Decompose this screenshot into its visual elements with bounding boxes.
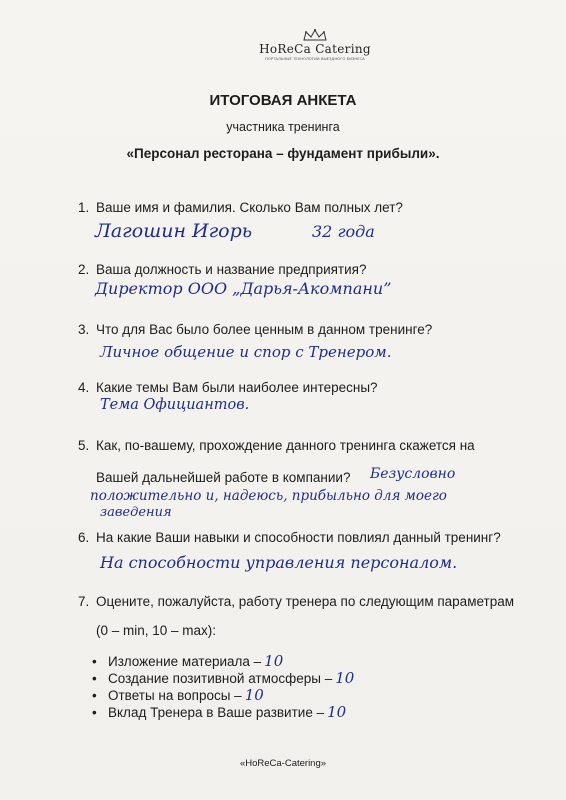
rating-label: Ответы на вопросы – xyxy=(108,688,242,703)
logo xyxy=(255,28,375,61)
rating-item xyxy=(92,652,283,670)
rating-score[interactable]: 10 xyxy=(244,686,264,704)
logo-tagline: ПОРТАЛЬНЫЕ ТЕХНОЛОГИИ ВЫЕЗДНОГО БИЗНЕСА xyxy=(265,57,365,61)
question-text: Оцените, пожалуйста, работу тренера по следующим параметрам xyxy=(96,594,515,609)
answer-2[interactable]: Директор ООО „Дарья-Акомпани” xyxy=(95,279,392,298)
question-text: Какие темы Вам были наиболее интересны? xyxy=(96,380,378,395)
bullet-icon: • xyxy=(92,688,97,703)
question-number: 1. xyxy=(78,200,90,215)
question-number: 4. xyxy=(78,380,90,395)
question-3 xyxy=(78,322,548,337)
bullet-icon: • xyxy=(92,705,97,720)
question-7 xyxy=(78,594,548,609)
answer-4[interactable]: Тема Официантов. xyxy=(100,397,250,413)
rating-scale: (0 – min, 10 – max): xyxy=(96,623,217,638)
rating-score[interactable]: 10 xyxy=(327,703,347,721)
question-number: 5. xyxy=(78,438,90,453)
question-text: На какие Ваши навыки и способности повлиял данный тренинг? xyxy=(96,530,501,545)
question-number: 2. xyxy=(78,262,90,277)
answer-5-part-2[interactable]: положительно и, надеюсь, прибыльно для моего xyxy=(90,488,447,504)
question-2 xyxy=(78,262,548,277)
question-5-continued: Вашей дальнейшей работе в компании? xyxy=(96,470,351,485)
question-text: Что для Вас было более ценным в данном тренинге? xyxy=(96,322,433,337)
bullet-icon: • xyxy=(92,654,97,669)
page-footer: «HoReCa-Catering» xyxy=(239,758,327,769)
rating-item xyxy=(92,703,346,721)
question-number: 6. xyxy=(78,530,90,545)
rating-score[interactable]: 10 xyxy=(264,652,284,670)
crown-icon xyxy=(302,28,328,42)
rating-score[interactable]: 10 xyxy=(335,669,355,687)
answer-5-part-1[interactable]: Безусловно xyxy=(370,466,456,482)
rating-item xyxy=(92,686,264,704)
page-subtitle: участника тренинга xyxy=(226,120,340,134)
answer-3[interactable]: Личное общение и спор с Тренером. xyxy=(100,343,392,361)
logo-name: HoReCa Catering xyxy=(259,42,371,56)
bullet-icon: • xyxy=(92,671,97,686)
page-title: ИТОГОВАЯ АНКЕТА xyxy=(209,92,357,109)
question-text: Как, по-вашему, прохождение данного тренинга скажется на xyxy=(96,438,475,453)
rating-label: Создание позитивной атмосферы – xyxy=(108,671,333,686)
question-5 xyxy=(78,438,548,453)
answer-1-name[interactable]: Лагошин Игорь xyxy=(95,220,253,242)
question-number: 7. xyxy=(78,594,90,609)
question-text: Ваша должность и название предприятия? xyxy=(96,262,367,277)
question-6 xyxy=(78,530,548,545)
question-text: Ваше имя и фамилия. Сколько Вам полных лет? xyxy=(96,200,403,215)
answer-5-part-3[interactable]: заведения xyxy=(100,505,172,520)
rating-item xyxy=(92,669,354,687)
rating-label: Изложение материала – xyxy=(108,654,262,669)
answer-6[interactable]: На способности управления персоналом. xyxy=(100,553,458,572)
answer-1-age[interactable]: 32 года xyxy=(312,222,375,241)
question-1 xyxy=(78,200,548,215)
rating-label: Вклад Тренера в Ваше развитие – xyxy=(108,705,325,720)
question-number: 3. xyxy=(78,322,90,337)
question-4 xyxy=(78,380,548,395)
training-name: «Персонал ресторана – фундамент прибыли». xyxy=(126,146,440,161)
